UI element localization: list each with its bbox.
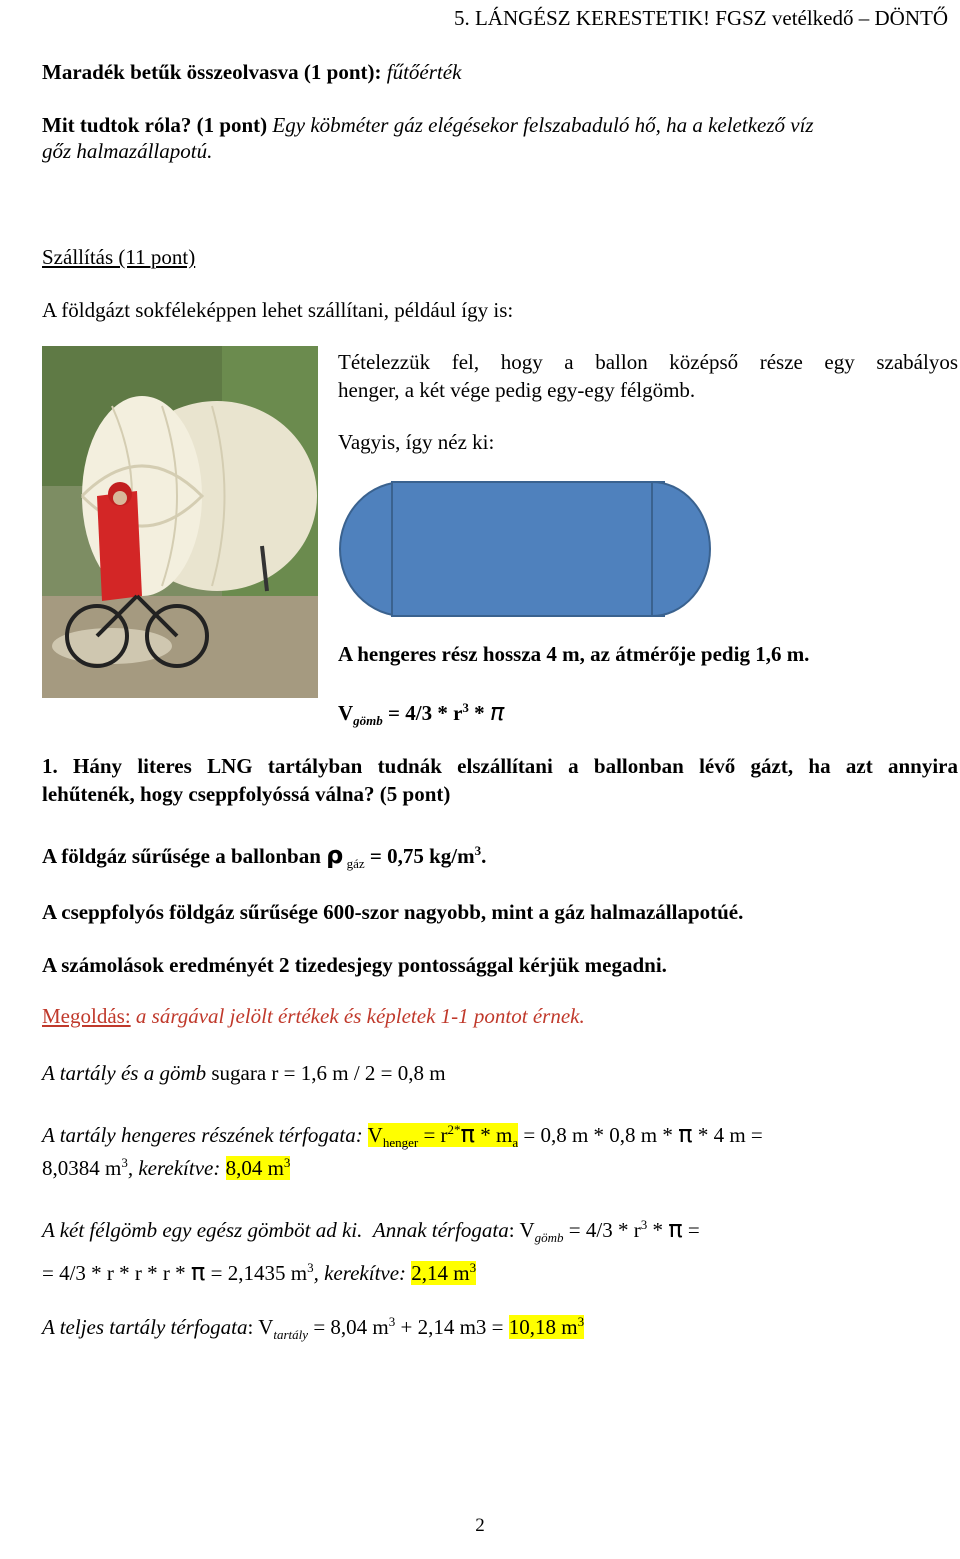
leftover-letters-label: Maradék betűk összeolvasva (1 pont):	[42, 60, 387, 84]
cylinder-volume-line-1: A tartály hengeres részének térfogata: $V_{henger} = r^{2*}\pi * m_a = 0,8$ m * 0,8 m * π * 4 m =	[42, 1120, 763, 1151]
solution-line: Megoldás: a sárgával jelölt értékek és képletek 1-1 pontot érnek.	[42, 1004, 585, 1028]
page-number: 2	[475, 1515, 485, 1536]
about-line-2: gőz halmazállapotú.	[42, 139, 213, 163]
sphere-rounded-highlight: 2,14 $m^3$	[411, 1260, 477, 1285]
section-title: Szállítás (11 pont)	[42, 245, 196, 269]
total-result-highlight: 10,18 $m^3$	[508, 1314, 585, 1339]
cylinder-volume-line-2: 8,0384 $m^3$, kerekítve: 8,04 $m^3$	[42, 1155, 291, 1180]
about-line-1	[42, 112, 814, 139]
sphere-volume-line-2: = 4/3 * r * r * r * π = 2,1435 $m^3$, kerekítve: 2,14 $m^3$	[42, 1258, 477, 1286]
question-1-line-1: 1. Hány literes LNG tartályban tudnák elszállítani a ballonban lévő gázt, ha azt annyira	[42, 754, 958, 778]
dimensions-text: A hengeres rész hossza 4 m, az átmérője pedig 1,6 m.	[338, 642, 810, 666]
question-1-line-2: lehűtenék, hogy cseppfolyóssá válna? (5 pont)	[42, 782, 451, 806]
balloon-photo-illustration	[42, 346, 318, 698]
balloon-bicycle-photo	[42, 346, 318, 698]
tank-right-hemisphere	[652, 482, 710, 616]
looks-like-text: Vagyis, így néz ki:	[338, 430, 495, 454]
radius-line: A tartály és a gömb sugara r = 1,6 m / 2 = 0,8 m	[42, 1061, 446, 1085]
tank-shape-svg	[336, 476, 716, 620]
sphere-volume-line-1: A két félgömb egy egész gömböt ad ki. Annak térfogata: $V_{gömb} = 4/3 * r^3 * \pi$ =	[42, 1215, 700, 1246]
total-volume-line: A teljes tartály térfogata: $V_{tartály} = 8,04$ $m^3 + 2,14$ m3 = 10,18 $m^3$	[42, 1314, 585, 1343]
sphere-formula: $V_{gömb} = 4/3 * r^3 * \pi$	[338, 698, 505, 729]
assumption-line-1: Tételezzük fel, hogy a ballon középső része egy szabályos	[338, 350, 958, 374]
about-answer-1: Egy köbméter gáz elégésekor felszabaduló hő, ha a keletkező víz	[272, 113, 814, 137]
cylinder-formula-highlight: $V_{henger} = r^{2*}\pi * m_a$	[367, 1120, 519, 1151]
density-line: A földgáz sűrűsége a ballonban ρ $_{gáz}$ = 0,75 $kg/m^3$.	[42, 841, 487, 872]
about-label: Mit tudtok róla? (1 pont)	[42, 113, 273, 137]
cylinder-rounded-highlight: 8,04 $m^3$	[225, 1155, 291, 1180]
precision-line: A számolások eredményét 2 tizedesjegy pontossággal kérjük megadni.	[42, 953, 667, 977]
page-header: 5. LÁNGÉSZ KERESTETIK! FGSZ vetélkedő – DÖNTŐ	[453, 6, 948, 30]
tank-shape-diagram	[336, 476, 716, 620]
tank-cylinder	[392, 482, 664, 616]
assumption-line-2: henger, a két vége pedig egy-egy félgömb.	[338, 378, 696, 402]
leftover-letters-line	[42, 59, 461, 86]
liquid-density-line: A cseppfolyós földgáz sűrűsége 600-szor nagyobb, mint a gáz halmazállapotúé.	[42, 900, 744, 924]
leftover-letters-answer: fűtőérték	[386, 60, 462, 84]
intro-text: A földgázt sokféleképpen lehet szállítani, például így is:	[42, 298, 514, 322]
